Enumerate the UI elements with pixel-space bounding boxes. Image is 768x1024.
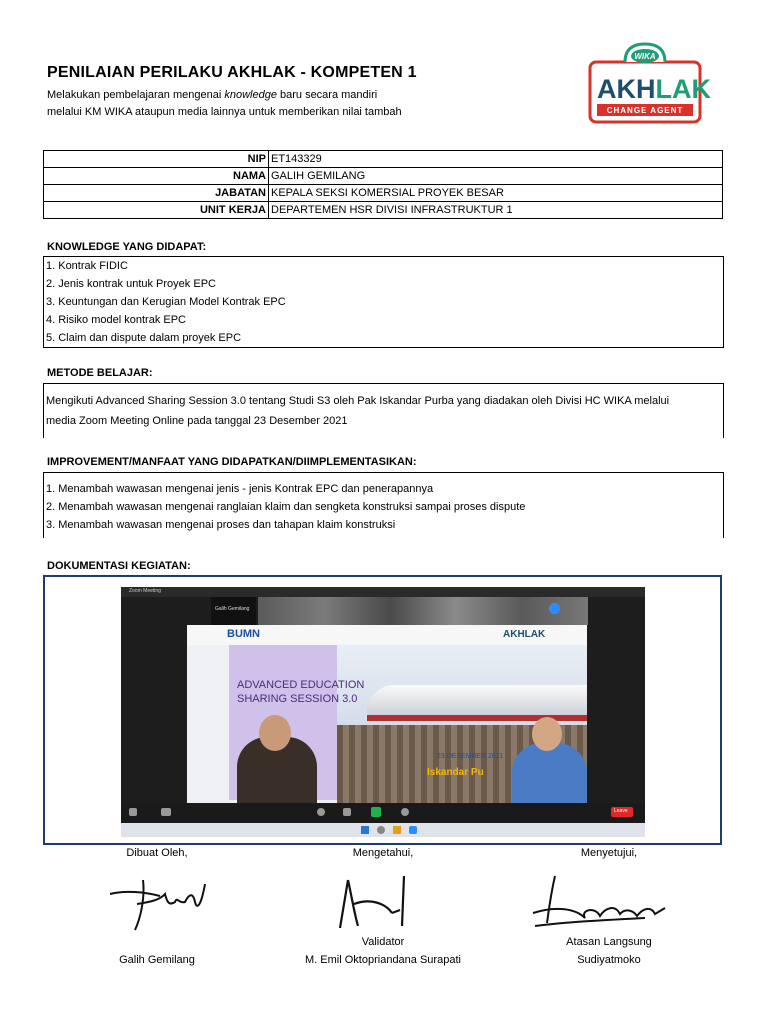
info-row: [44, 151, 723, 168]
logo-badge-text: WIKA: [634, 52, 656, 61]
list-item: 2. Jenis kontrak untuk Proyek EPC: [46, 278, 216, 290]
signature-sudiyatmoko: [525, 868, 685, 938]
list-item: 3. Menambah wawasan mengenai proses dan tahapan klaim konstruksi: [46, 519, 396, 531]
participant-name: Galih Gemilang: [215, 606, 250, 612]
participants-icon[interactable]: [317, 808, 325, 816]
sig-role-validator: Validator: [361, 936, 405, 948]
next-page-icon[interactable]: [549, 603, 560, 614]
leave-label: Leave: [614, 808, 628, 814]
knowledge-list: [43, 256, 724, 348]
slide-speaker-name: Iskandar Pu: [427, 767, 484, 778]
chat-icon[interactable]: [343, 808, 351, 816]
windows-start-icon[interactable]: [361, 826, 369, 834]
info-key: NAMA: [44, 168, 269, 185]
logo-text-dark: AKH: [597, 74, 656, 104]
subtitle-text: Melakukan pembelajaran mengenai: [47, 89, 225, 101]
improvement-list: [43, 472, 724, 538]
info-key: UNIT KERJA: [44, 202, 269, 219]
list-item: 1. Menambah wawasan mengenai jenis - jenis Kontrak EPC dan penerapannya: [46, 483, 434, 495]
logo-tagline: CHANGE AGENT: [606, 106, 684, 115]
info-key: NIP: [44, 151, 269, 168]
subtitle-line-2: melalui KM WIKA ataupun media lainnya untuk memberikan nilai tambah: [47, 106, 402, 118]
akhlak-logo: [587, 40, 711, 124]
participant-strip: [258, 597, 588, 625]
akhlak-slide-text: AKHLAK: [503, 629, 546, 640]
bumn-logo-text: BUMN: [227, 628, 260, 640]
info-value: GALIH GEMILANG: [269, 168, 723, 185]
metode-line-2: media Zoom Meeting Online pada tanggal 23 Desember 2021: [46, 415, 348, 427]
dokumentasi-title: DOKUMENTASI KEGIATAN:: [47, 560, 191, 572]
list-item: 3. Keuntungan dan Kerugian Model Kontrak EPC: [46, 296, 286, 308]
logo-text-accent: LAK: [655, 74, 711, 104]
subtitle-line-1: [47, 87, 377, 103]
participant-tile: [211, 597, 256, 625]
metode-line-1: Mengikuti Advanced Sharing Session 3.0 tentang Studi S3 oleh Pak Iskandar Purba yang diadakan oleh Divisi HC WIKA melalui: [46, 395, 670, 407]
windows-taskbar: [121, 823, 645, 837]
metode-title: METODE BELAJAR:: [47, 367, 153, 379]
improvement-title: IMPROVEMENT/MANFAAT YANG DIDAPATKAN/DIIMPLEMENTASIKAN:: [47, 456, 417, 468]
person-right: [512, 743, 587, 803]
zoom-title-bar: [121, 587, 645, 597]
person-right-face: [532, 717, 562, 751]
list-item: 2. Menambah wawasan mengenai ranglaian klaim dan sengketa konstruksi sampai proses dispute: [46, 501, 526, 513]
page-title: PENILAIAN PERILAKU AKHLAK - KOMPETEN 1: [47, 64, 417, 81]
zoom-toolbar: [121, 803, 645, 823]
zoom-window-title: Zoom Meeting: [129, 588, 161, 594]
info-value: KEPALA SEKSI KOMERSIAL PROYEK BESAR: [269, 185, 723, 202]
zoom-screenshot: [121, 587, 645, 837]
metode-box: [43, 383, 724, 438]
employee-info-table: [43, 150, 723, 219]
sig-name-1: Galih Gemilang: [119, 954, 195, 966]
sig-heading-2: Mengetahui,: [352, 847, 414, 859]
info-value: DEPARTEMEN HSR DIVISI INFRASTRUKTUR 1: [269, 202, 723, 219]
info-row: [44, 168, 723, 185]
file-explorer-icon[interactable]: [393, 826, 401, 834]
knowledge-title: KNOWLEDGE YANG DIDAPAT:: [47, 241, 207, 253]
documentation-photo: [43, 575, 722, 845]
share-screen-icon[interactable]: [371, 807, 381, 817]
list-item: 1. Kontrak FIDIC: [46, 260, 128, 272]
shared-slide: [187, 625, 587, 803]
slide-title-line-1: ADVANCED EDUCATION: [237, 679, 365, 691]
sig-name-3: Sudiyatmoko: [577, 954, 641, 966]
subtitle-emphasis: knowledge: [224, 89, 277, 101]
slide-header-bar: [187, 625, 587, 645]
info-row: [44, 185, 723, 202]
info-key: JABATAN: [44, 185, 269, 202]
metode-text: [44, 384, 723, 431]
zoom-app-icon[interactable]: [409, 826, 417, 834]
taskbar-search-icon[interactable]: [377, 826, 385, 834]
slide-title-line-2: SHARING SESSION 3.0: [237, 693, 358, 705]
signature-galih: [105, 872, 215, 932]
list-item: 5. Claim dan dispute dalam proyek EPC: [46, 332, 242, 344]
subtitle-text-post: baru secara mandiri: [276, 89, 378, 101]
video-icon[interactable]: [161, 808, 171, 816]
info-row: [44, 202, 723, 219]
leave-button[interactable]: [611, 807, 633, 817]
list-item: 4. Risiko model kontrak EPC: [46, 314, 186, 326]
slide-date: 23 DESEMBER 2021: [437, 753, 504, 760]
sig-heading-3: Menyetujui,: [580, 847, 638, 859]
info-value: ET143329: [269, 151, 723, 168]
sig-heading-1: Dibuat Oleh,: [126, 847, 188, 859]
person-left-face: [259, 715, 291, 751]
logo-text: [597, 74, 711, 104]
record-icon[interactable]: [401, 808, 409, 816]
sig-name-2: M. Emil Oktopriandana Surapati: [305, 954, 461, 966]
mute-icon[interactable]: [129, 808, 137, 816]
signature-emil: [330, 868, 430, 938]
sig-role-atasan: Atasan Langsung: [566, 936, 652, 948]
train-image: [367, 685, 587, 719]
